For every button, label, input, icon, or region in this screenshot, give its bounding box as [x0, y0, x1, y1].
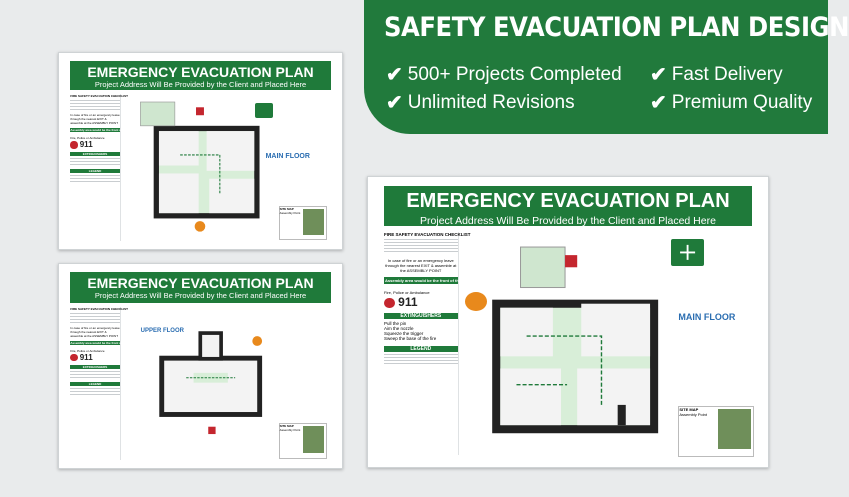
poster-sidebar: FIRE SAFETY EVACUATION CHECKLIST In case of fire or an emergency leave through the nearest EXIT & assemble at the ASSEMBLY POINT Assembly area would be the front of the building Fire, Police or Ambulance 911 EXTINGUISHERS Pull the pin Aim the nozzle Squeeze the trigger Sweep the base of the fire LEGEND	[384, 232, 459, 455]
poster-upper-floor-small	[58, 263, 343, 469]
site-map: SITE MAP Assembly Point	[678, 406, 754, 457]
poster-sidebar: FIRE SAFETY EVACUATION CHECKLIST In case of fire or an emergency leave through the nearest EXIT & assemble at the ASSEMBLY POINT Assembly area would be the front of the building Fire, Police or Ambulance 911 EXTINGUISHERS LEGEND	[70, 307, 120, 460]
floor-label: MAIN FLOOR	[265, 152, 310, 160]
feature-revisions: ✔ Unlimited Revisions	[386, 91, 575, 114]
site-map: SITE MAP Assembly Point	[279, 206, 328, 240]
site-map: SITE MAP Assembly Point	[279, 423, 328, 459]
poster-header	[70, 61, 330, 90]
poster-main-floor-large	[367, 176, 769, 468]
poster-body	[70, 307, 330, 460]
poster-main-floor-small	[58, 52, 343, 250]
phone-icon	[384, 298, 395, 309]
poster-header	[384, 186, 752, 227]
check-icon: ✔	[386, 92, 403, 114]
assembly-point-icon	[255, 103, 273, 118]
floor-plan	[140, 319, 278, 441]
poster-header	[70, 272, 330, 303]
floor-plan	[476, 237, 678, 451]
phone-icon	[70, 141, 77, 148]
feature-projects: ✔ 500+ Projects Completed	[386, 63, 622, 86]
poster-subtitle: Project Address Will Be Provided by the Client and Placed Here	[94, 291, 307, 301]
check-icon: ✔	[386, 64, 403, 86]
poster-sidebar: FIRE SAFETY EVACUATION CHECKLIST In case of fire or an emergency leave through the nearest EXIT & assemble at the ASSEMBLY POINT Assembly area would be the front of the building Fire, Police or Ambulance 911 EXTINGUISHERS LEGEND	[70, 94, 120, 241]
poster-title: EMERGENCY EVACUATION PLAN	[406, 189, 730, 212]
assembly-point-icon	[671, 239, 704, 266]
poster-body	[384, 232, 752, 455]
feature-delivery: ✔ Fast Delivery	[650, 63, 783, 86]
floor-label: UPPER FLOOR	[140, 328, 184, 335]
arrows-icon	[676, 243, 699, 262]
floor-plan	[135, 102, 278, 234]
banner-title: SAFETY EVACUATION PLAN DESIGN	[384, 12, 849, 43]
poster-body	[70, 94, 330, 241]
check-icon: ✔	[650, 64, 667, 86]
poster-subtitle: Project Address Will Be Provided by the Client and Placed Here	[94, 79, 307, 89]
poster-title: EMERGENCY EVACUATION PLAN	[87, 63, 314, 80]
check-icon: ✔	[650, 92, 667, 114]
phone-icon	[70, 354, 77, 361]
poster-subtitle: Project Address Will Be Provided by the Client and Placed Here	[420, 214, 716, 227]
poster-title: EMERGENCY EVACUATION PLAN	[87, 275, 314, 292]
floor-label: MAIN FLOOR	[678, 312, 736, 323]
feature-quality: ✔ Premium Quality	[650, 91, 813, 114]
promo-banner	[364, 0, 849, 134]
